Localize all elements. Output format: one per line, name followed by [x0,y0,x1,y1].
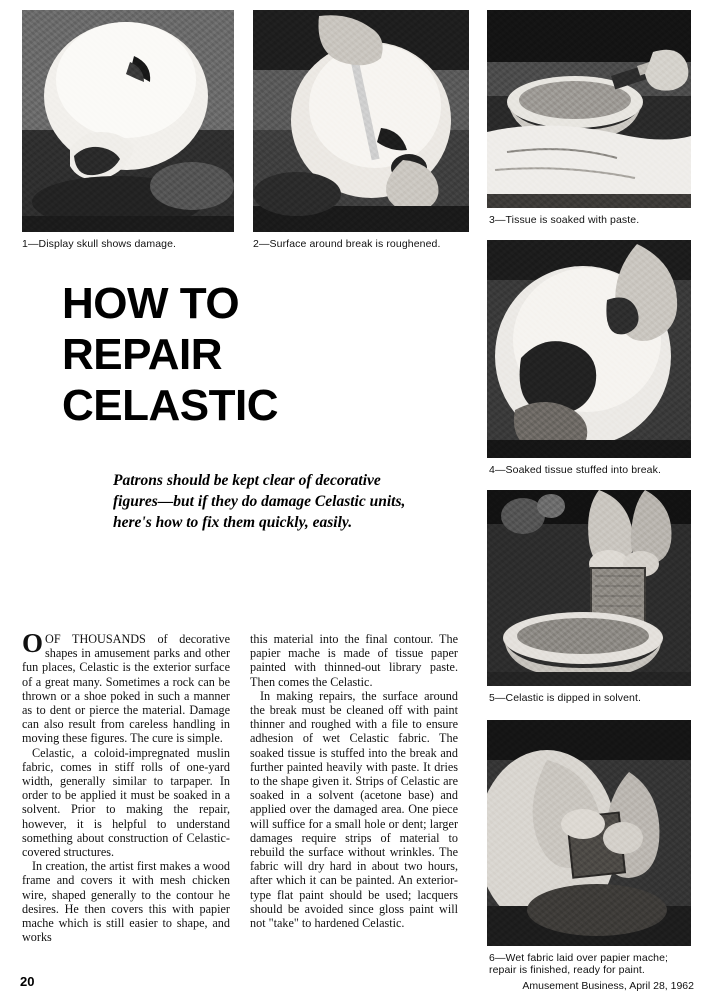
publication-credit: Amusement Business, April 28, 1962 [522,980,694,992]
body-column-left [22,628,230,945]
photo-3-caption: 3—Tissue is soaked with paste. [489,214,640,226]
photo-1-image [22,10,234,232]
photo-1-caption: 1—Display skull shows damage. [22,238,177,250]
page-number: 20 [20,974,35,989]
headline-line-1: HOW TO [62,279,240,328]
drop-cap: O [22,628,44,658]
body-paragraph: In making repairs, the surface around the break must be cleaned off with paint thinner and roughed with a file to ensure adhesion of wet Celastic fabric. The soaked tissue is stuffed into the break and further painted heavily with paste. It dries to the shape given it. Strips of Celastic are soaked in a solvent (acetone base) and applied over the damaged area. One piece will suffice for a small hole or dent; larger damages require strips of material to rebuild the surface without wrinkles. The fabric will dry hard in about two hours, after which it can be painted. An exterior-type flat paint should be used; lacquers should be avoided since gloss paint will not "take" to hardened Celastic. [250,688,458,931]
photo-3-image [487,10,691,208]
photo-4-image [487,240,691,458]
headline-line-2: REPAIR [62,330,222,379]
photo-4-caption: 4—Soaked tissue stuffed into break. [489,464,661,476]
body-paragraph: In creation, the artist first makes a wood frame and covers it with mesh chicken wire, shaped generally to the contour he desires. He then covers this with papier mache which is still easier to shape, and works [22,859,230,945]
body-column-middle [250,632,458,930]
headline-line-3: CELASTIC [62,381,278,430]
photo-2-image [253,10,469,232]
photo-1 [22,10,234,232]
photo-5-image [487,490,691,686]
photo-5-caption: 5—Celastic is dipped in solvent. [489,692,642,704]
photo-6 [487,720,691,946]
body-paragraph: this material into the final contour. The papier mache is made of tissue paper painted with thinned-out library paste. Then comes the Celastic. [250,632,458,689]
photo-4 [487,240,691,458]
article-headline [62,278,392,431]
photo-2-caption: 2—Surface around break is roughened. [253,238,441,250]
photo-6-caption: 6—Wet fabric laid over papier mache; repair is finished, ready for paint. [489,952,669,976]
photo-3 [487,10,691,208]
body-paragraph-text: OF THOUSANDS of decorative shapes in amusement parks and other fun places, Celastic is the exterior surface of a great many. Sometimes a rock can be thrown or a shoe poked in such a manner as to dent or pierce the material. Damage can also result from careless handling in moving these figures. The cure is simple. [22,632,230,746]
article-deck: Patrons should be kept clear of decorative figures—but if they do damage Celastic units, here's how to fix them quickly, easily. [113,472,406,531]
body-paragraph: Celastic, a coloid-impregnated muslin fabric, comes in stiff rolls of one-yard width, generally similar to tarpaper. In order to be applied it must be soaked in a solvent. Prior to making the repair, however, it is helpful to understand something about construction of Celastic-covered structures. [22,745,230,860]
photo-5 [487,490,691,686]
photo-6-image [487,720,691,946]
body-paragraph [22,628,230,746]
photo-2 [253,10,469,232]
